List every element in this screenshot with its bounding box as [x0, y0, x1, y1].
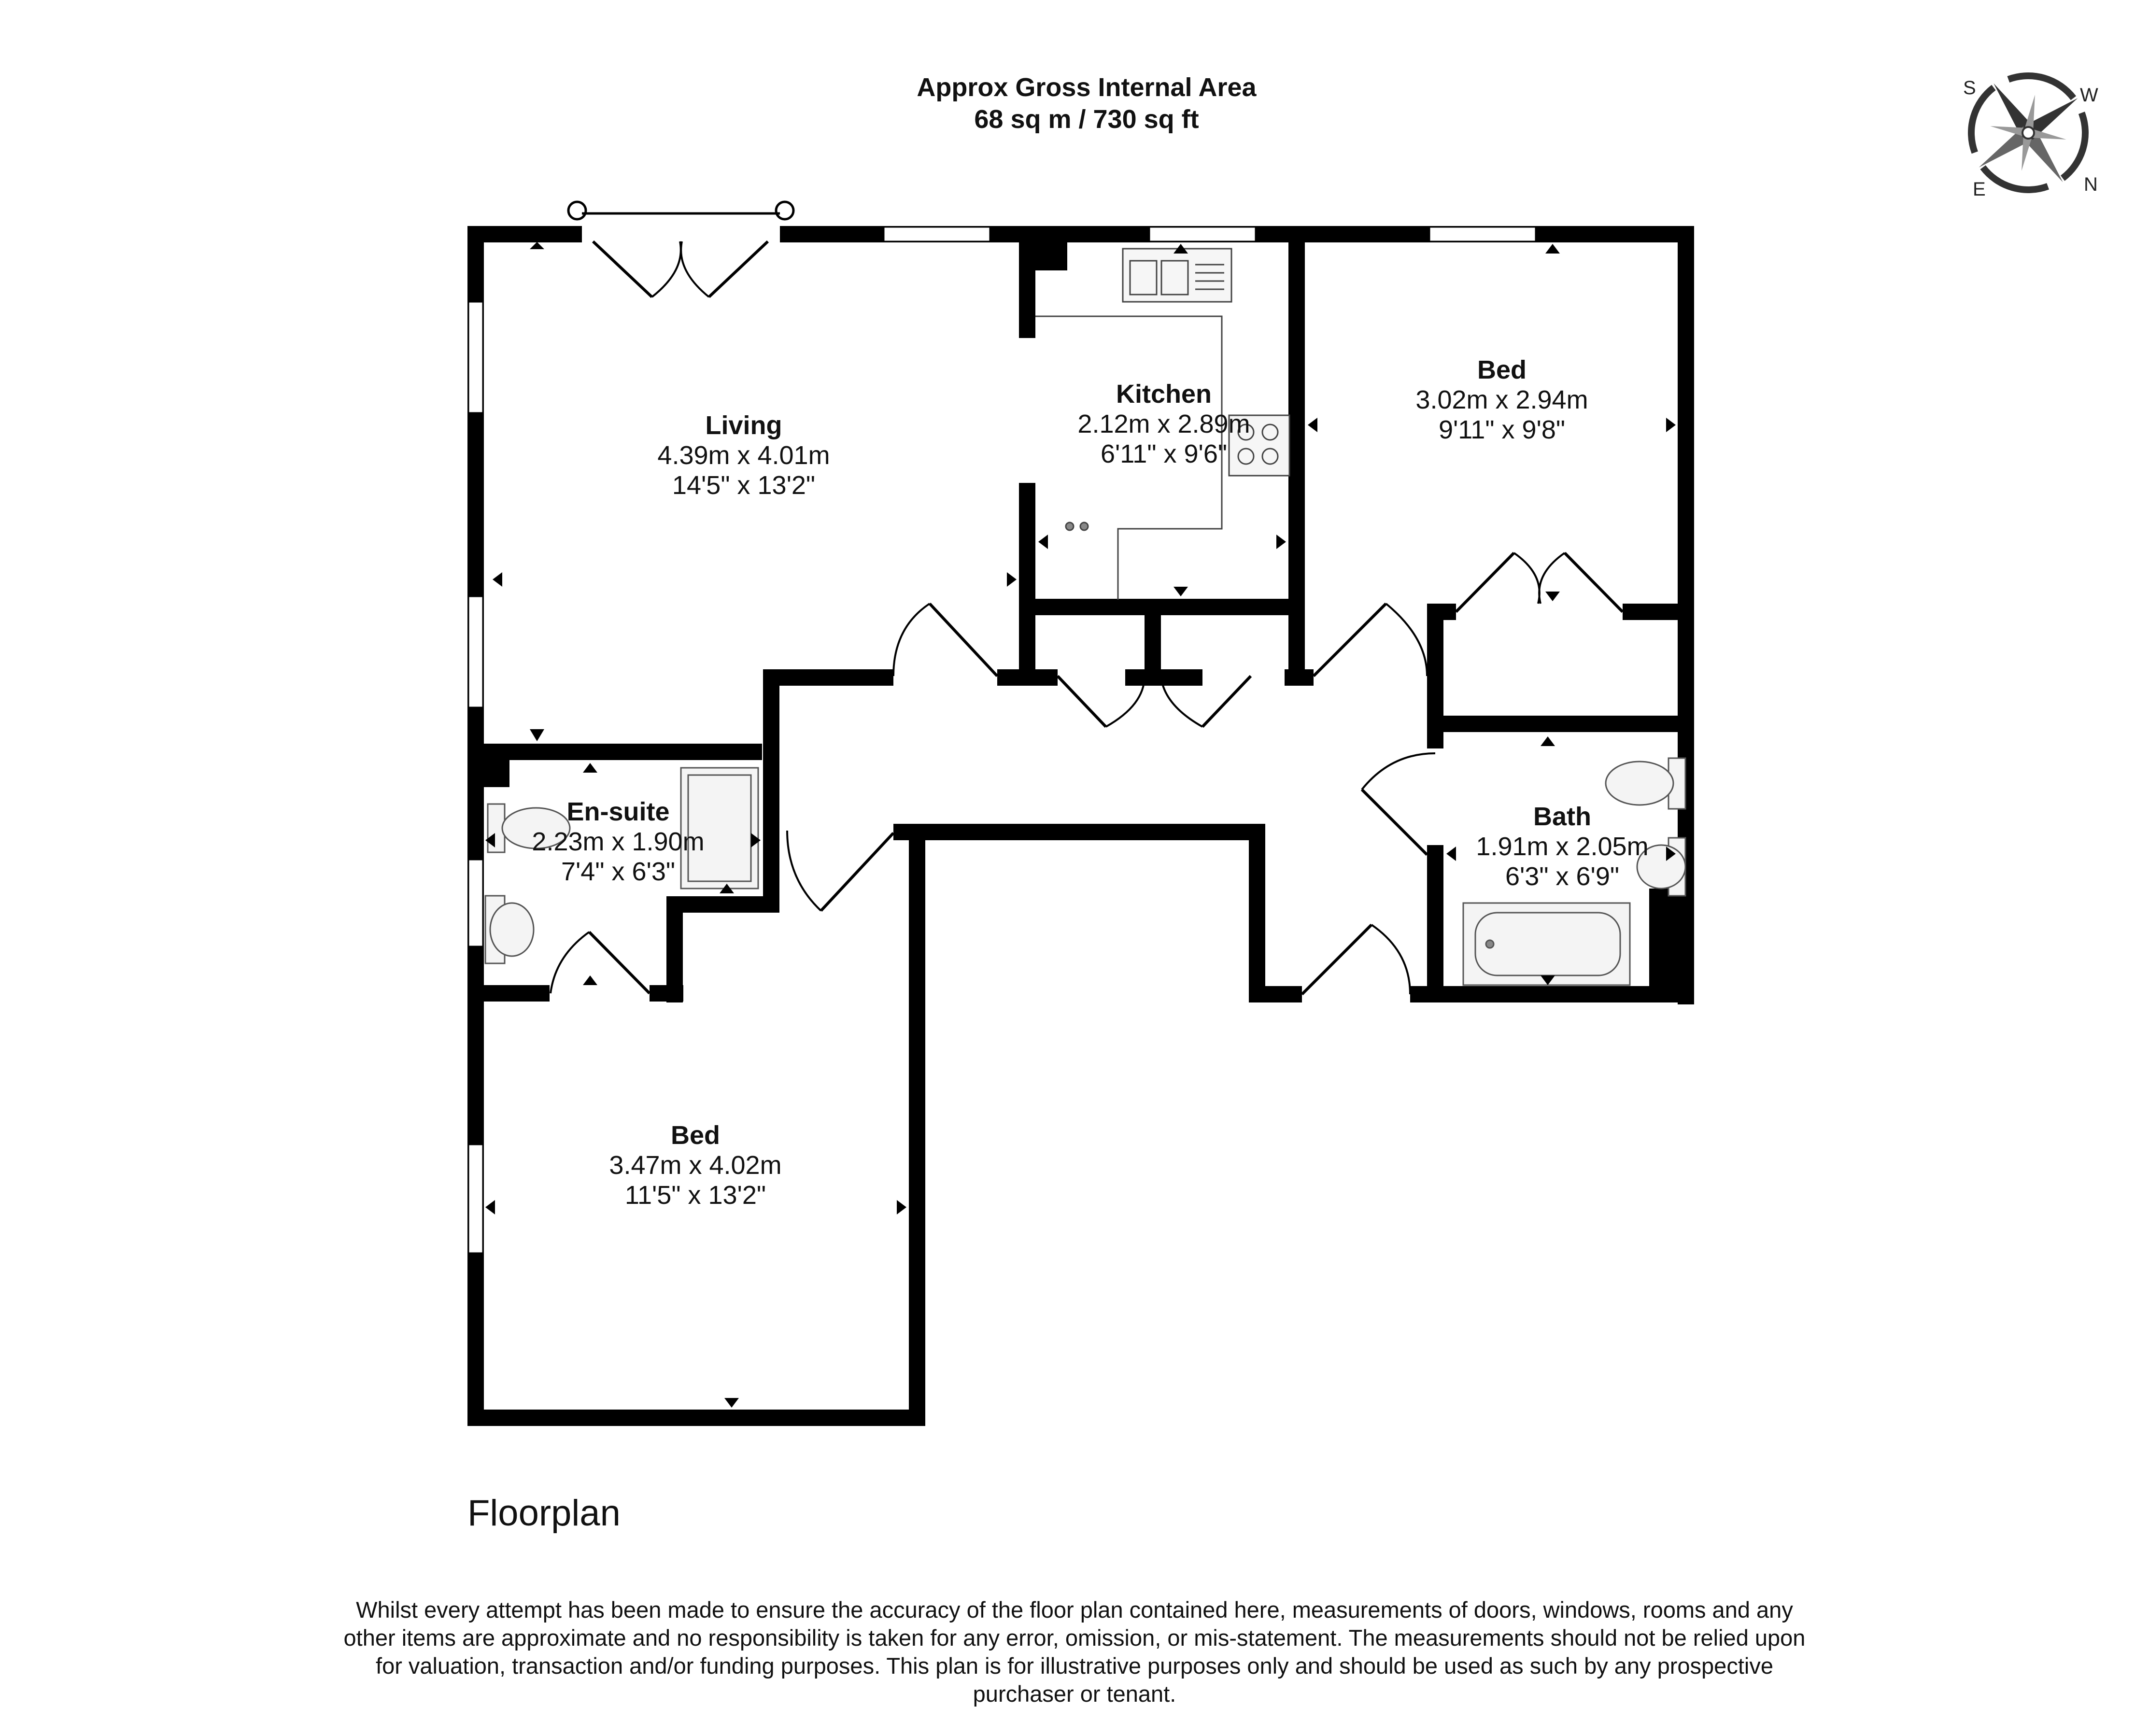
compass-letter-w: W [2080, 85, 2098, 106]
room-kitchen-name: Kitchen [1116, 380, 1212, 409]
room-bath-imperial: 6'3" x 6'9" [1505, 862, 1620, 891]
windows [468, 227, 1536, 1253]
compass-letter-n: N [2084, 174, 2098, 195]
compass-letter-s: S [1963, 77, 1976, 99]
room-kitchen-metric: 2.12m x 2.89m [1077, 409, 1250, 438]
compass-rose-icon [1953, 58, 2103, 208]
disclaimer-text: Whilst every attempt has been made to ensure the accuracy of the floor plan contained here, measurements of doors, windows, rooms and any other items are approximate and no responsibility is taken for any error, omission, or mis-statement. The measurements should not be relied upon for valuation, transaction and/or funding purposes. This plan is for illustrative purposes only and should be used as such by any prospective purchaser or tenant. [343, 1597, 1806, 1707]
room-bed-1-metric: 3.02m x 2.94m [1415, 385, 1588, 414]
room-bed-1 [1396, 355, 1608, 445]
room-ensuite [512, 797, 724, 887]
room-bath-name: Bath [1533, 802, 1591, 831]
room-living [637, 410, 850, 500]
room-ensuite-metric: 2.23m x 1.90m [532, 827, 705, 856]
room-living-imperial: 14'5" x 13'2" [672, 471, 816, 500]
gross-area-value: 68 sq m / 730 sq ft [974, 105, 1199, 134]
room-bed-1-name: Bed [1477, 355, 1527, 384]
gross-area-header [821, 71, 1352, 135]
compass-letter-e: E [1973, 179, 1986, 200]
room-living-name: Living [705, 411, 782, 440]
room-bed-2-imperial: 11'5" x 13'2" [624, 1181, 766, 1210]
room-bed-1-imperial: 9'11" x 9'8" [1438, 415, 1566, 444]
room-bath-metric: 1.91m x 2.05m [1476, 832, 1649, 861]
room-bed-2-name: Bed [670, 1121, 720, 1150]
gross-area-title: Approx Gross Internal Area [917, 73, 1257, 102]
room-bed-2-metric: 3.47m x 4.02m [609, 1151, 782, 1180]
room-bath [1456, 802, 1668, 891]
room-ensuite-imperial: 7'4" x 6'3" [561, 857, 676, 886]
room-kitchen-imperial: 6'11" x 9'6" [1100, 439, 1228, 468]
room-bed-2 [589, 1120, 802, 1210]
french-doors [568, 202, 793, 297]
room-ensuite-name: En-suite [566, 797, 670, 826]
room-kitchen [1058, 379, 1270, 469]
room-living-metric: 4.39m x 4.01m [657, 441, 830, 470]
floor-title: Floorplan [467, 1493, 621, 1534]
